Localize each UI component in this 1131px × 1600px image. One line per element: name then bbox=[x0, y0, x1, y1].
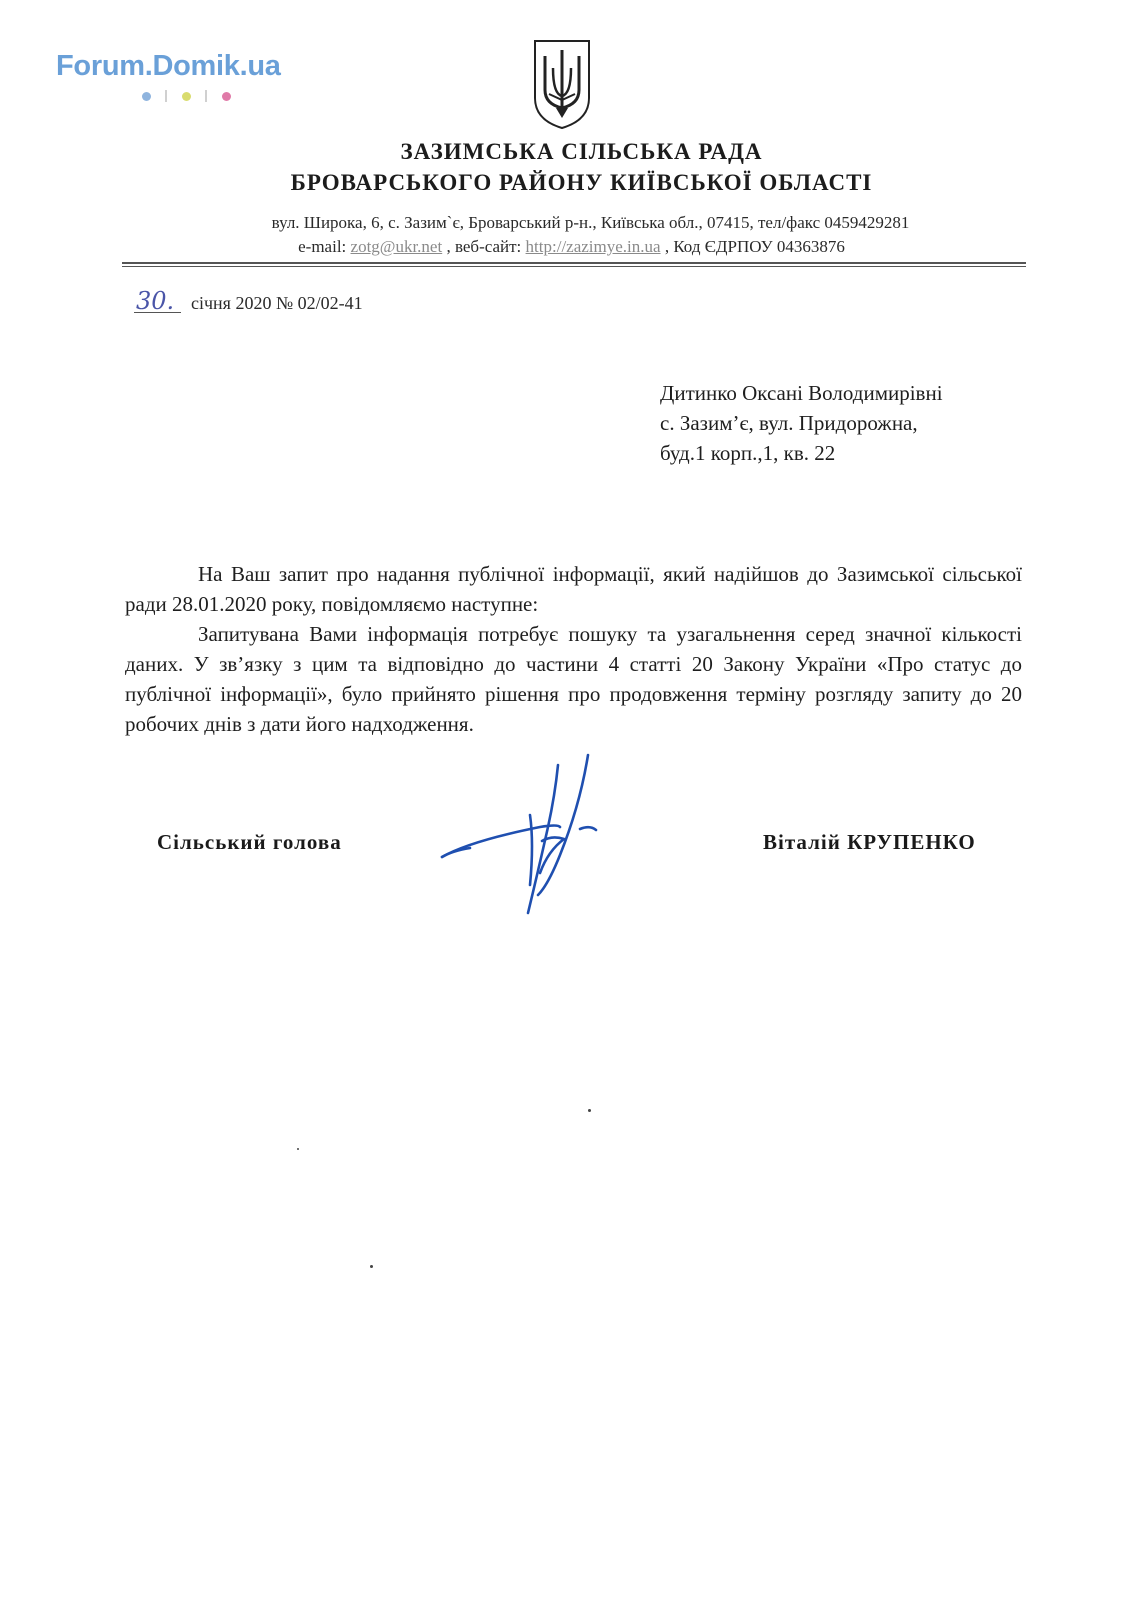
org-name-line2: БРОВАРСЬКОГО РАЙОНУ КИЇВСЬКОЇ ОБЛАСТІ bbox=[290, 170, 873, 195]
watermark-logo bbox=[56, 50, 281, 83]
org-address: вул. Широка, 6, с. Зазим`є, Броварський р-н., Київська обл., 07415, тел/факс 0459429281 bbox=[271, 213, 910, 232]
date-and-number: січня 2020 № 02/02-41 bbox=[191, 293, 363, 313]
body-paragraph-2: Запитувана Вами інформація потребує пошуку та узагальнення серед значної кількості даних. У зв’язку з цим та відповідно до частини 4 статті 20 Закону України «Про статус до публічної інформації», було прийнято рішення про продовження терміну розгляду запиту до 20 робочих днів з дати його надходження. bbox=[125, 622, 1022, 736]
letter-body bbox=[125, 559, 1022, 739]
signatory-title: Сільський голова bbox=[157, 830, 342, 854]
watermark-text: Forum.Domik.ua bbox=[56, 50, 281, 82]
handwritten-day: 30. bbox=[134, 290, 181, 313]
edrpou-code: , Код ЄДРПОУ 04363876 bbox=[664, 237, 845, 256]
scan-speck bbox=[370, 1265, 373, 1268]
addressee-block bbox=[660, 378, 943, 468]
addressee-street: с. Зазим’є, вул. Придорожна, bbox=[660, 411, 918, 435]
scan-speck bbox=[588, 1109, 591, 1112]
email-link[interactable]: zotg@ukr.net bbox=[350, 237, 443, 256]
addressee-name: Дитинко Оксані Володимирівні bbox=[660, 381, 943, 405]
body-paragraph-1: На Ваш запит про надання публічної інформації, який надійшов до Зазимської сільської ради 28.01.2020 року, повідомляємо наступне: bbox=[125, 562, 1022, 616]
email-label: e-mail: bbox=[298, 237, 347, 256]
header-divider-thin bbox=[122, 266, 1026, 267]
handwritten-signature bbox=[430, 745, 620, 925]
org-contacts bbox=[6, 237, 1131, 257]
header-divider bbox=[122, 262, 1026, 264]
website-label: , веб-сайт: bbox=[446, 237, 522, 256]
watermark-dots bbox=[142, 88, 292, 102]
website-link[interactable]: http://zazimye.in.ua bbox=[525, 237, 661, 256]
org-name-line1: ЗАЗИМСЬКА СІЛЬСЬКА РАДА bbox=[400, 139, 763, 164]
scan-speck bbox=[297, 1148, 299, 1150]
letter-date-number bbox=[134, 287, 363, 315]
addressee-building: буд.1 корп.,1, кв. 22 bbox=[660, 441, 836, 465]
signatory-name: Віталій КРУПЕНКО bbox=[763, 830, 976, 854]
trident-icon bbox=[531, 38, 593, 130]
